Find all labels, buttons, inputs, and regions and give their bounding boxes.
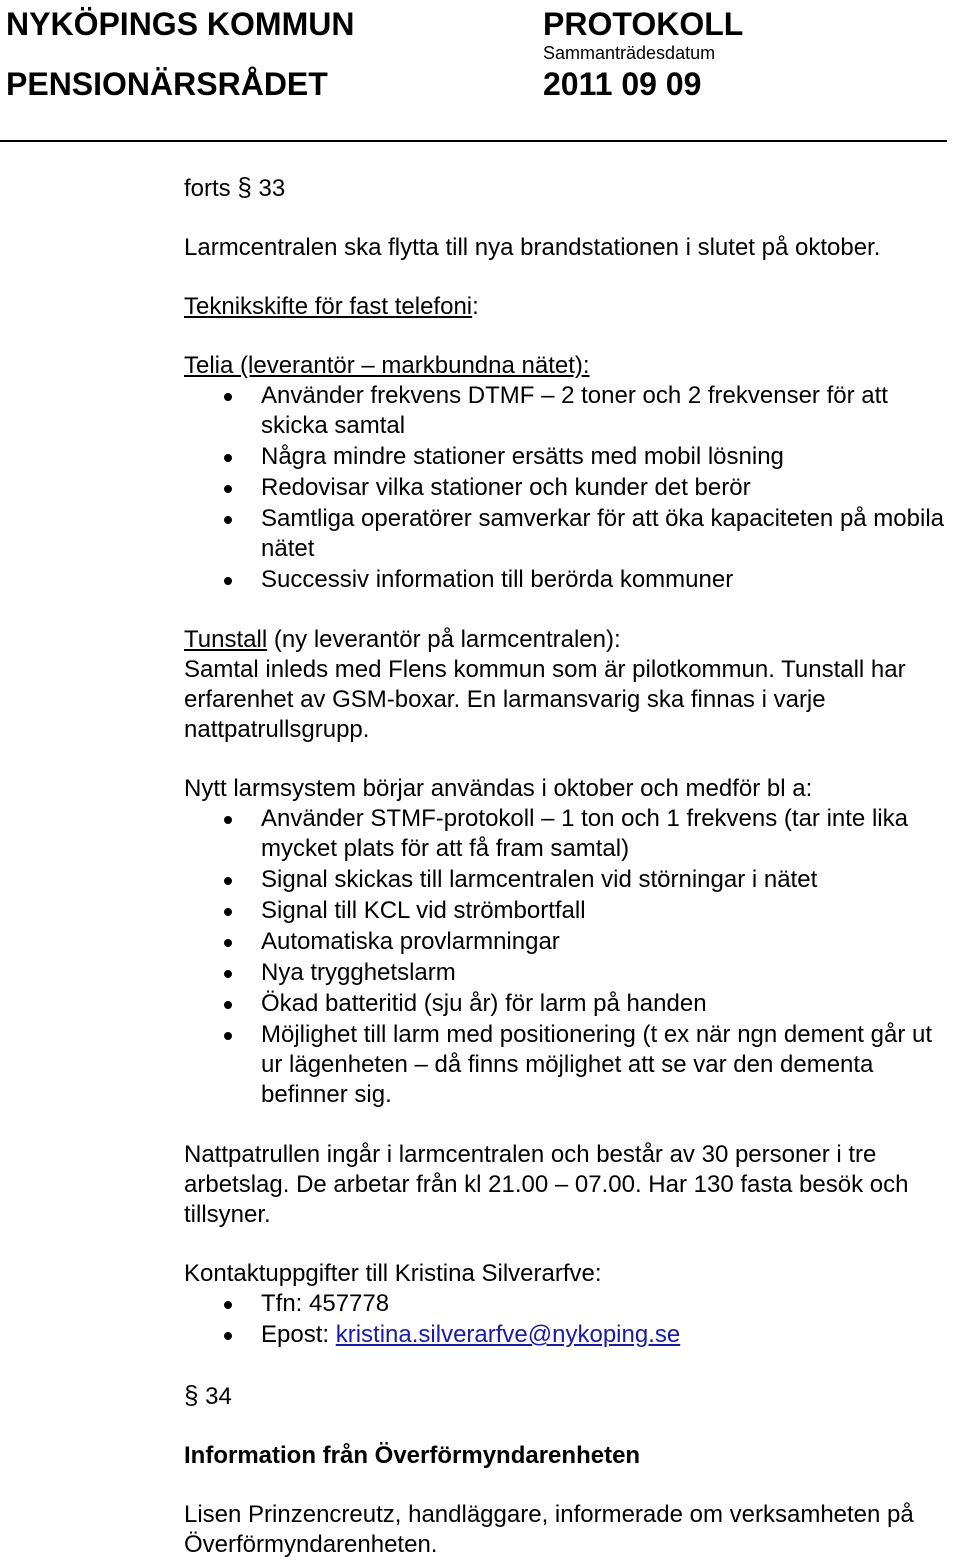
bullet-icon: [224, 1001, 232, 1009]
header-doc-type: PROTOKOLL: [543, 6, 744, 42]
kontakt-heading: Kontaktuppgifter till Kristina Silverarfve:: [184, 1260, 602, 1287]
telia-heading: Telia (leverantör – markbundna nätet):: [184, 352, 590, 379]
nytt-list: [184, 804, 954, 1110]
section-34-text: Lisen Prinzencreutz, handläggare, informerade om verksamheten på Överförmyndarenheten.: [184, 1501, 914, 1558]
intro-text: Larmcentralen ska flytta till nya brandstationen i slutet på oktober.: [184, 234, 881, 261]
paragraph-sign: §: [237, 172, 252, 202]
list-item: Använder STMF-protokoll – 1 ton och 1 frekvens (tar inte lika mycket plats för att få fram samtal): [184, 804, 954, 864]
list-item: Använder frekvens DTMF – 2 toner och 2 frekvenser för att skicka samtal: [184, 381, 954, 441]
bullet-icon: [224, 516, 232, 524]
bullet-icon: [224, 1032, 232, 1040]
list-item: Automatiska provlarmningar: [184, 927, 954, 957]
list-item: Samtliga operatörer samverkar för att öka kapaciteten på mobila nätet: [184, 504, 954, 564]
section-33-heading: forts § 33: [184, 172, 286, 202]
bullet-icon: [224, 1301, 232, 1309]
section-34-title: Information från Överförmyndarenheten: [184, 1442, 641, 1469]
bullet-icon: [224, 908, 232, 916]
header-org: NYKÖPINGS KOMMUN: [6, 6, 355, 42]
telia-list: [184, 381, 954, 595]
list-item: Successiv information till berörda kommuner: [184, 565, 954, 595]
bullet-icon: [224, 454, 232, 462]
bullet-icon: [224, 393, 232, 401]
header-unit: PENSIONÄRSRÅDET: [6, 66, 328, 102]
nattpatrull-text: Nattpatrullen ingår i larmcentralen och består av 30 personer i tre arbetslag. De arbetar från kl 21.00 – 07.00. Har 130 fasta besök och tillsyner.: [184, 1141, 909, 1228]
list-item: Epost: kristina.silverarfve@nykoping.se: [184, 1320, 954, 1350]
list-item: Några mindre stationer ersätts med mobil lösning: [184, 442, 954, 472]
bullet-icon: [224, 485, 232, 493]
paragraph-sign: §: [184, 1380, 199, 1410]
bullet-icon: [224, 939, 232, 947]
bullet-icon: [224, 577, 232, 585]
list-item: Möjlighet till larm med positionering (t ex när ngn dement går ut ur lägenheten – då finns möjlighet att se var den dementa befinner sig.: [184, 1020, 954, 1110]
document-body: [184, 172, 954, 1560]
kontakt-list: [184, 1289, 954, 1350]
header-date-label: Sammanträdesdatum: [543, 43, 716, 63]
tunstall-heading: Tunstall (ny leverantör på larmcentralen):: [184, 626, 621, 653]
tunstall-text: Samtal inleds med Flens kommun som är pilotkommun. Tunstall har erfarenhet av GSM-boxar. En larmansvarig ska finnas i varje nattpatrullsgrupp.: [184, 656, 906, 743]
phone-number: Tfn: 457778: [261, 1290, 390, 1317]
header-divider: [0, 140, 947, 142]
list-item: Signal till KCL vid strömbortfall: [184, 896, 954, 926]
list-item: Nya trygghetslarm: [184, 958, 954, 988]
bullet-icon: [224, 816, 232, 824]
tech-heading: Teknikskifte för fast telefoni:: [184, 293, 479, 320]
bullet-icon: [224, 1332, 232, 1340]
list-item: Ökad batteritid (sju år) för larm på handen: [184, 989, 954, 1019]
bullet-icon: [224, 877, 232, 885]
section-34-heading: § 34: [184, 1380, 232, 1410]
header-date: 2011 09 09: [543, 66, 702, 102]
list-item: Signal skickas till larmcentralen vid störningar i nätet: [184, 865, 954, 895]
nytt-heading: Nytt larmsystem börjar användas i oktober och medför bl a:: [184, 775, 813, 802]
email-link[interactable]: kristina.silverarfve@nykoping.se: [335, 1321, 681, 1348]
list-item: Redovisar vilka stationer och kunder det berör: [184, 473, 954, 503]
bullet-icon: [224, 970, 232, 978]
list-item: [184, 1289, 954, 1319]
